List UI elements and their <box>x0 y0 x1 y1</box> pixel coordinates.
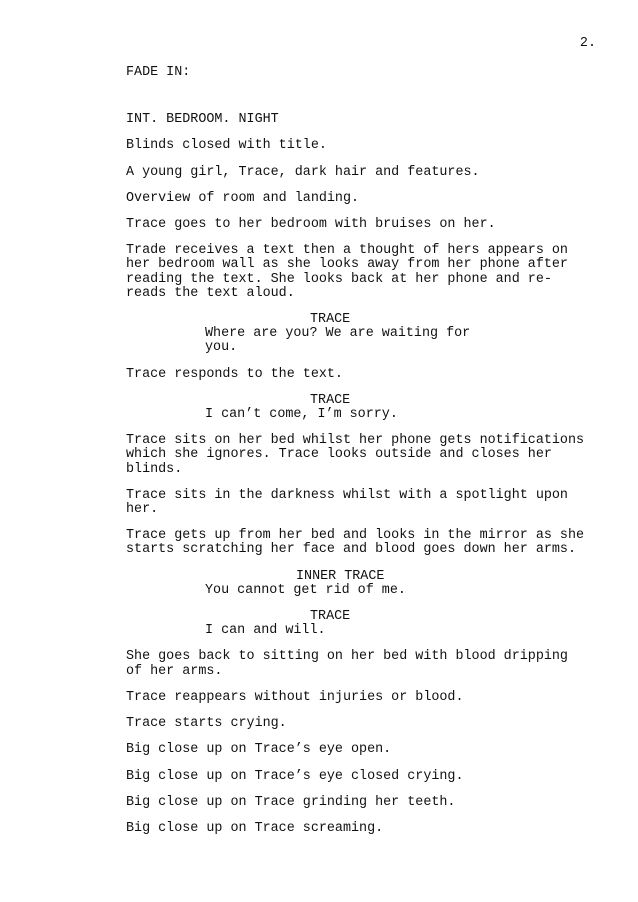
action-line: Trade receives a text then a thought of hers appears on her bedroom wall as she looks away from her phone after reading the text. She looks back at her phone and re- reads the text aloud. <box>126 243 568 301</box>
page-number: 2. <box>579 36 596 51</box>
character-name: TRACE <box>310 312 351 328</box>
action-line: She goes back to sitting on her bed with blood dripping of her arms. <box>126 649 568 679</box>
transition: FADE IN: <box>126 65 191 80</box>
action-line: Trace responds to the text. <box>126 366 343 382</box>
dialogue-line: I can and will. <box>205 623 326 639</box>
action-line: Trace goes to her bedroom with bruises on her. <box>126 217 496 233</box>
action-line: A young girl, Trace, dark hair and features. <box>126 164 480 180</box>
action-line: Big close up on Trace grinding her teeth. <box>126 794 456 810</box>
action-line: Trace sits in the darkness whilst with a spotlight upon her. <box>126 487 568 518</box>
action-line: Big close up on Trace’s eye closed crying. <box>126 768 464 784</box>
action-line: Blinds closed with title. <box>126 138 327 154</box>
character-name: TRACE <box>310 392 351 408</box>
scene-heading: INT. BEDROOM. NIGHT <box>126 112 279 128</box>
action-line: Trace reappears without injuries or blood. <box>126 689 464 705</box>
dialogue-line: Where are you? We are waiting for you. <box>205 326 471 356</box>
dialogue-block <box>126 313 586 356</box>
character-name: INNER TRACE <box>296 568 385 584</box>
action-line: Trace sits on her bed whilst her phone gets notifications which she ignores. Trace looks outside and closes her blinds. <box>126 433 585 477</box>
dialogue-line: You cannot get rid of me. <box>205 582 406 598</box>
character-name: TRACE <box>310 609 351 625</box>
dialogue-block <box>126 570 586 598</box>
spacer <box>126 80 586 113</box>
action-line: Overview of room and landing. <box>126 190 360 206</box>
action-line: Big close up on Trace’s eye open. <box>126 742 392 758</box>
screenplay-body <box>126 66 586 848</box>
dialogue-block <box>126 394 586 422</box>
action-line: Trace gets up from her bed and looks in the mirror as she starts scratching her face and blood goes down her arms. <box>126 528 585 558</box>
dialogue-block <box>126 610 586 638</box>
dialogue-line: I can’t come, I’m sorry. <box>205 407 398 423</box>
action-line: Trace starts crying. <box>126 716 287 732</box>
action-line: Big close up on Trace screaming. <box>126 820 384 836</box>
